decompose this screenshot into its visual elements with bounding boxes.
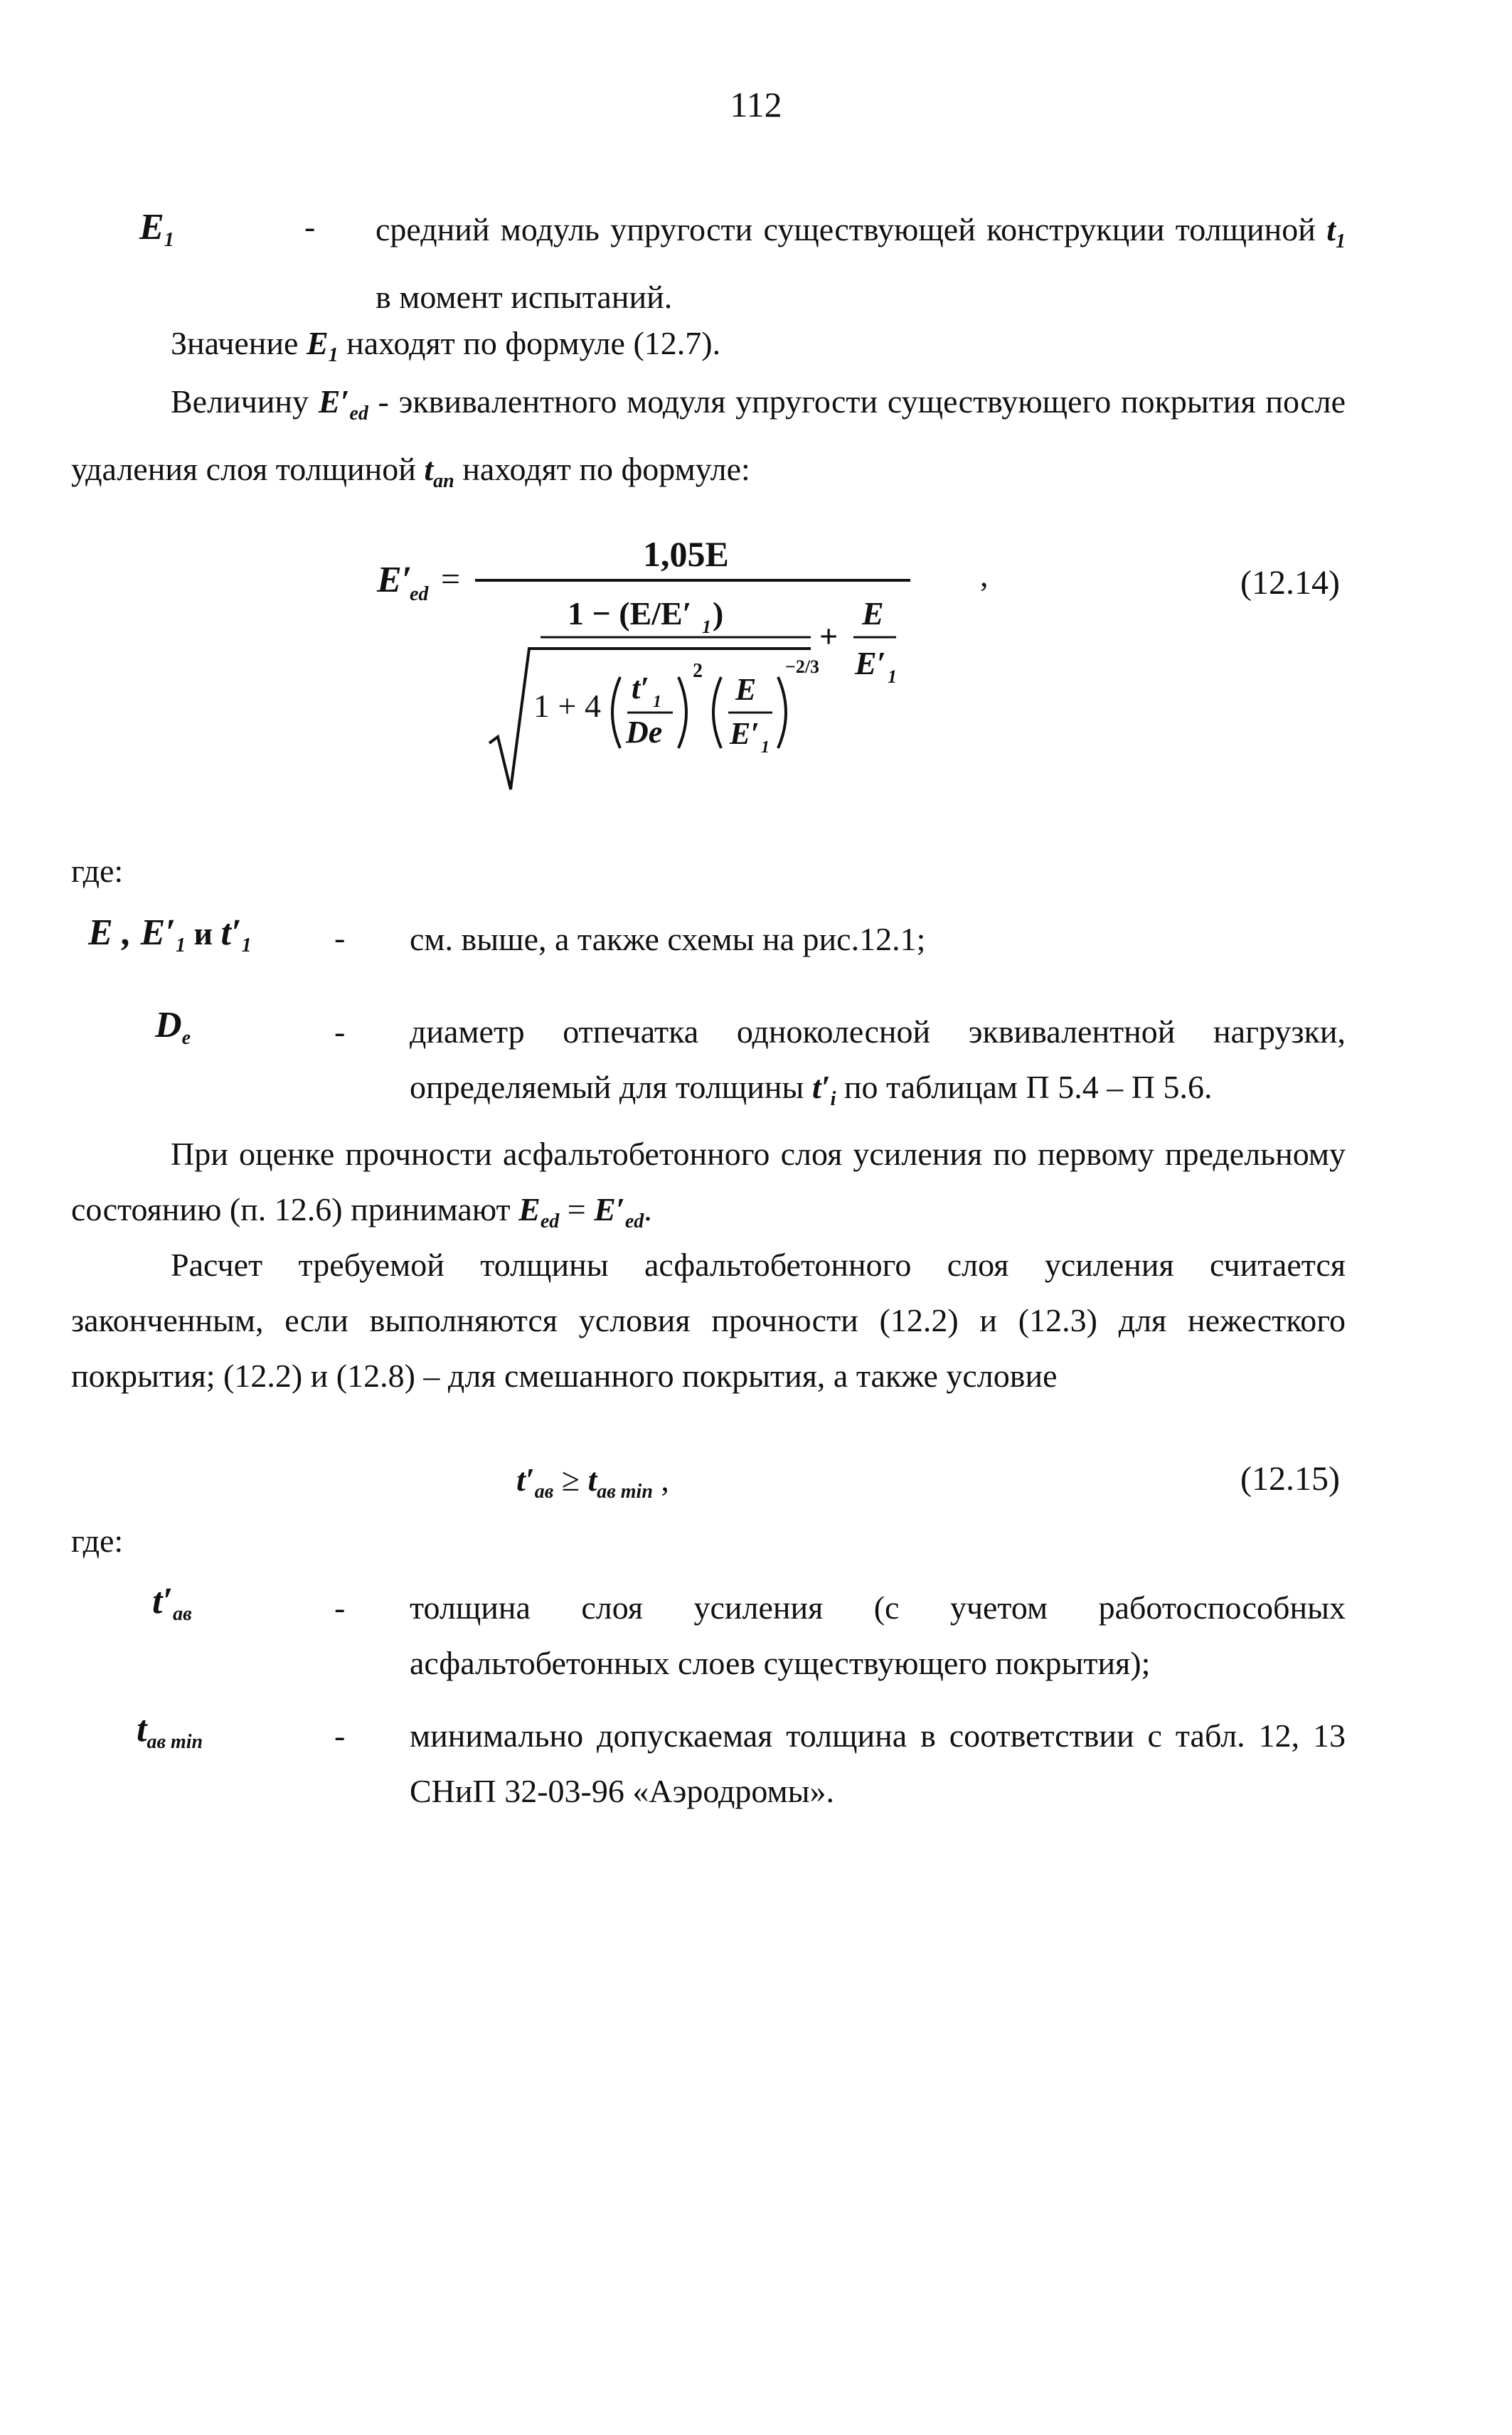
definition-text-de: диаметр отпечатка одноколесной эквивалентной нагрузки, определяемый для толщины $t'_i$ по таблицам П 5.4 – П 5.6. — [410, 1013, 1346, 1110]
equation-number-12-14: (12.14) — [1240, 564, 1340, 602]
definition-text-e1: средний модуль упругости существующей конструкции толщиной $t_1$ в момент испытаний. — [376, 211, 1346, 315]
frac2-denominator: E′ — [855, 645, 886, 681]
definition-symbol-e-e1-t1: E , $E'_1$ и $t'_1$ — [88, 912, 252, 957]
definition-symbol-de: $D_e$ — [155, 1005, 191, 1049]
definition-dash: - — [334, 1589, 346, 1626]
definition-dash: - — [334, 1013, 346, 1050]
definition-text-t-av: толщина слоя усиления (с учетом работоспособных асфальтобетонных слоев существующего покрытия); — [410, 1589, 1346, 1681]
paragraph-e1-formula-ref: Значение $E_1$ находят по формуле (12.7). — [171, 325, 721, 366]
exponent-neg-two-thirds: −2/3 — [785, 656, 820, 677]
formula-plus: + — [819, 618, 838, 654]
where-label-2: где: — [71, 1523, 124, 1559]
e-fraction-numerator: E — [735, 672, 757, 707]
inner-numerator: 1 − (E/E′ — [568, 595, 692, 632]
formula-lhs: E′ — [377, 560, 412, 600]
definition-symbol-t-av: $t'_{ав}$ — [152, 1581, 192, 1625]
definition-text-see-above: см. выше, а также схемы на рис.12.1; — [410, 921, 926, 957]
definition-dash: - — [334, 920, 346, 956]
paragraph-equivalent-modulus: Величину $E'_{ed}$ - эквивалентного модуля упругости существующего покрытия после удаления слоя толщиной $t_{ап}$ находят по формуле: — [71, 383, 1346, 492]
definition-dash: - — [334, 1717, 346, 1754]
frac2-denominator-sub: 1 — [888, 666, 897, 687]
formula-comma: , — [980, 557, 989, 593]
definition-text-t-av-min: минимально допускаемая толщина в соответствии с табл. 12, 13 СНиП 32-03-96 «Аэродромы». — [410, 1717, 1346, 1809]
e-fraction-denominator: E′ — [730, 716, 760, 751]
page-number: 112 — [730, 85, 782, 124]
t-fraction-numerator: t′ — [632, 671, 649, 705]
frac2-numerator: E — [862, 595, 884, 632]
inner-numerator-close: ) — [713, 595, 724, 632]
paragraph-strength-assessment: При оценке прочности асфальтобетонного слоя усиления по первому предельному состоянию (п. 12.6) принимают $E_{ed} = E'_{ed}$. — [71, 1136, 1346, 1232]
paragraph-calculation-complete: Расчет требуемой толщины асфальтобетонного слоя усиления считается законченным, если выполняются условия прочности (12.2) и (12.3) для нежесткого покрытия; (12.2) и (12.8) – для смешанного покрытия, а также условие — [71, 1247, 1346, 1394]
inner-numerator-sub: 1 — [702, 617, 711, 637]
formula-lhs-sub: ed — [410, 583, 429, 605]
formula-12-14 — [356, 526, 1038, 796]
formula-12-15: $t'_{ав} \ge t_{ав min}$ , — [516, 1461, 669, 1503]
formula-numerator: 1,05E — [643, 534, 729, 574]
definition-symbol-t-av-min: $t_{ав min}$ — [137, 1709, 203, 1753]
formula-equals: = — [441, 560, 461, 598]
e-fraction-denominator-sub: 1 — [761, 738, 770, 757]
definition-symbol-e1: $E_1$ — [139, 207, 174, 251]
t-fraction-denominator: De — [626, 715, 663, 750]
t-fraction-numerator-sub: 1 — [653, 693, 661, 711]
where-label-1: где: — [71, 853, 124, 889]
exponent-two: 2 — [693, 660, 703, 682]
equation-number-12-15: (12.15) — [1240, 1460, 1340, 1498]
root-one-plus-four: 1 + 4 — [533, 688, 601, 724]
definition-dash: - — [304, 208, 316, 245]
